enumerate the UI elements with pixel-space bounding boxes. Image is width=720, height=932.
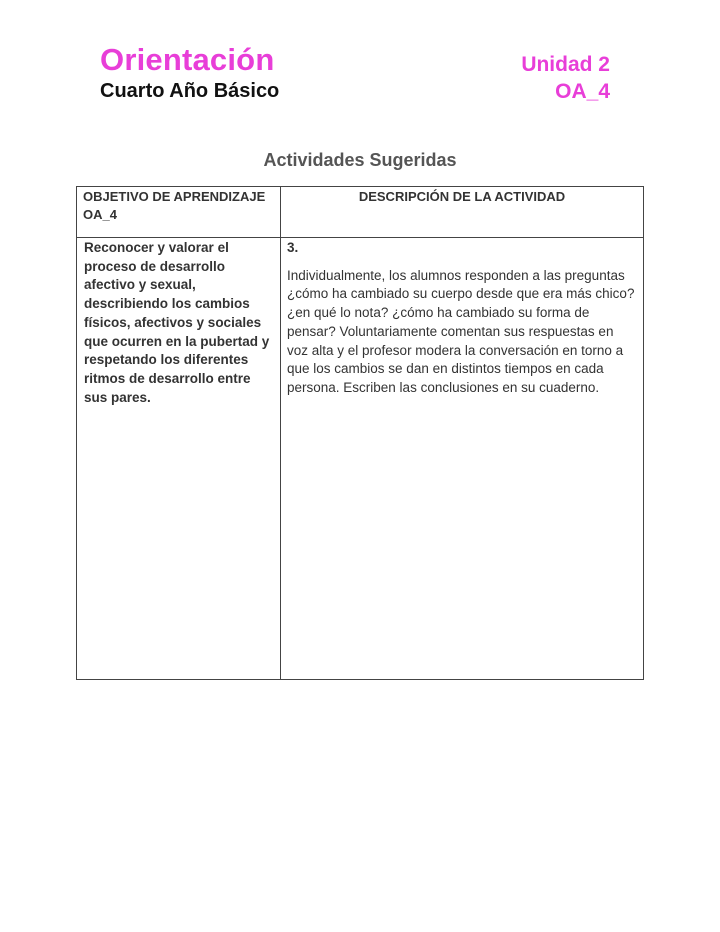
header-description: DESCRIPCIÓN DE LA ACTIVIDAD <box>281 187 644 238</box>
objective-cell: Reconocer y valorar el proceso de desarrollo afectivo y sexual, describiendo los cambios físicos, afectivos y sociales que ocurren en la pubertad y respetando los diferentes ritmos de desarrollo entre sus pares. <box>77 238 281 680</box>
activity-cell <box>281 238 644 680</box>
activities-table <box>76 186 644 680</box>
subject-title: Orientación <box>100 42 275 77</box>
oa-label: OA_4 <box>555 80 610 103</box>
section-title: Actividades Sugeridas <box>263 150 457 170</box>
unit-label: Unidad 2 <box>521 53 610 76</box>
table-header-row <box>77 187 644 238</box>
table-row <box>77 238 644 680</box>
header-objective: OBJETIVO DE APRENDIZAJE OA_4 <box>77 187 281 238</box>
activity-number: 3. <box>287 240 299 255</box>
activity-text: Individualmente, los alumnos responden a las preguntas ¿cómo ha cambiado su cuerpo desde que era más chico? ¿en qué lo nota? ¿cómo ha cambiado su forma de pensar? Voluntariamente comentan sus respuestas en voz alta y el profesor modera la conversación en torno a que los cambios se dan en distintos tiempos en cada persona. Escriben las conclusiones en su cuaderno. <box>287 267 635 395</box>
grade-subtitle: Cuarto Año Básico <box>100 80 280 102</box>
